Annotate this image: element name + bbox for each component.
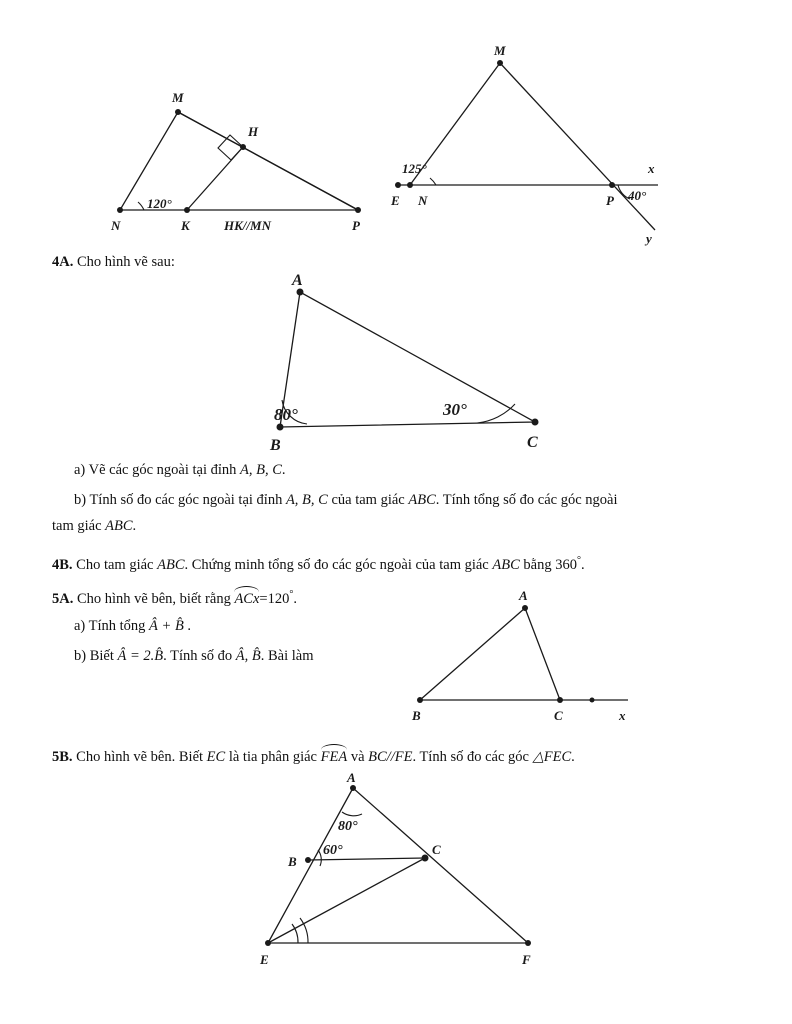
- figure4-label-x: x: [619, 708, 626, 723]
- q4a-b-5: .: [132, 518, 137, 534]
- figure2-label-N: N: [418, 193, 428, 208]
- q4b-3: bằng: [523, 556, 552, 573]
- q5b-3: và: [350, 749, 365, 765]
- figure-triangle-ABC-80-30: [245, 272, 565, 457]
- q5b-m1: EC: [206, 749, 226, 765]
- figure4-label-A: A: [519, 588, 528, 603]
- figure5-angle-60: 60°: [323, 843, 343, 858]
- figure5-label-B: B: [288, 854, 297, 869]
- q4a-text: Cho hình vẽ sau:: [76, 254, 175, 270]
- q4a-b-m1: A, B, C: [285, 492, 328, 508]
- q5a-b-m2: Â, B̂: [235, 648, 261, 664]
- figure4-label-B: B: [412, 708, 421, 723]
- q5a-b-2: . Tính số đo: [163, 648, 233, 664]
- question-4A-part-b: [52, 490, 752, 512]
- question-4A-part-b-cont: [52, 516, 752, 538]
- figure-triangle-MNP-HK: [100, 80, 400, 250]
- question-4B: [52, 553, 762, 577]
- q4a-b-1: b) Tính số đo các góc ngoài tại đỉnh: [74, 492, 283, 508]
- q5a-a-2: .: [187, 618, 192, 634]
- figure-AEF-BC-parallel-FE: [240, 770, 570, 978]
- figure2-label-x: x: [648, 161, 655, 176]
- q5a-b-3: . Bài làm: [260, 648, 314, 664]
- figure4-label-C: C: [554, 708, 563, 723]
- figure3-label-C: C: [527, 434, 538, 451]
- q4b-m1: ABC: [157, 556, 185, 573]
- q4b-2: . Chứng minh tổng số đo các góc ngoài của tam giác: [184, 556, 489, 573]
- q5b-1: Cho hình vẽ bên. Biết: [76, 749, 204, 765]
- figure5-label-C: C: [432, 842, 441, 857]
- figure1-label-H: H: [248, 124, 259, 139]
- q5a-deg: °: [289, 589, 294, 600]
- q4b-1: Cho tam giác: [76, 556, 154, 573]
- q5a-m1: ACx: [234, 589, 259, 611]
- q5b-4: . Tính số đo các góc: [412, 749, 529, 765]
- q5a-2: =120: [259, 590, 290, 607]
- q4a-b-m2: ABC: [408, 492, 436, 508]
- figure5-angle-80: 80°: [338, 819, 358, 834]
- figure1-label-K: K: [181, 218, 190, 233]
- q4b-label: 4B.: [52, 556, 73, 573]
- q4a-b-4: tam giác: [52, 518, 102, 534]
- figure2-label-E: E: [391, 193, 400, 208]
- q4a-b-2: của tam giác: [331, 492, 405, 508]
- q5a-b-m1: Â = 2.B̂: [117, 648, 164, 664]
- question-5B: [52, 747, 767, 769]
- q4a-b-m3: ABC: [105, 518, 133, 534]
- figure1-label-P: P: [352, 218, 360, 233]
- q5b-m4: △FEC: [532, 749, 572, 765]
- q5a-1: Cho hình vẽ bên, biết rằng: [76, 590, 231, 607]
- q5b-2: là tia phân giác: [228, 749, 317, 765]
- q4b-4: 360: [555, 556, 577, 573]
- figure5-label-A: A: [347, 770, 356, 785]
- figure2-angle-125: 125°: [402, 161, 427, 176]
- figure2-angle-40: 40°: [628, 188, 647, 203]
- q4b-5: .: [580, 556, 585, 573]
- figure-triangle-ABC-rayx: [400, 588, 660, 728]
- q4b-m2: ABC: [492, 556, 520, 573]
- q4a-a-end: .: [281, 462, 286, 478]
- figure1-angle-120: 120°: [147, 196, 172, 211]
- q4a-b-3: . Tính tổng số đo các góc ngoài: [435, 492, 618, 508]
- figure5-label-F: F: [522, 952, 531, 967]
- q5b-5: .: [571, 749, 575, 765]
- figure3-angle-80: 80°: [274, 405, 298, 424]
- q4a-label: 4A.: [52, 254, 74, 270]
- q5a-a-m: Â + B̂: [149, 618, 184, 634]
- figure1-label-M: M: [172, 90, 184, 105]
- figure-triangle-ENP-xy: [390, 45, 690, 245]
- q4b-deg: °: [576, 555, 581, 566]
- q4a-a-math: A, B, C: [240, 462, 282, 478]
- q5b-m3: BC//FE: [368, 749, 413, 765]
- q5b-label: 5B.: [52, 749, 73, 765]
- figure3-label-A: A: [292, 272, 303, 289]
- figure3-label-B: B: [270, 437, 281, 454]
- figure1-label-N: N: [111, 218, 121, 233]
- figure3-angle-30: 30°: [443, 400, 467, 419]
- figure2-label-P: P: [606, 193, 614, 208]
- figure2-label-M: M: [494, 43, 506, 58]
- q5a-label: 5A.: [52, 590, 74, 607]
- q5a-3: .: [293, 590, 297, 607]
- q5b-m2: FEA: [321, 747, 348, 769]
- figure1-note-HKMN: HK//MN: [224, 218, 271, 233]
- figure2-label-y: y: [646, 231, 652, 246]
- q4a-a-text: a) Vẽ các góc ngoài tại đỉnh: [74, 462, 237, 478]
- question-4A-heading: [52, 252, 752, 274]
- question-4A-part-a: [52, 460, 752, 482]
- figure5-label-E: E: [260, 952, 269, 967]
- q5a-a-1: a) Tính tổng: [74, 618, 146, 634]
- q5a-b-1: b) Biết: [74, 648, 114, 664]
